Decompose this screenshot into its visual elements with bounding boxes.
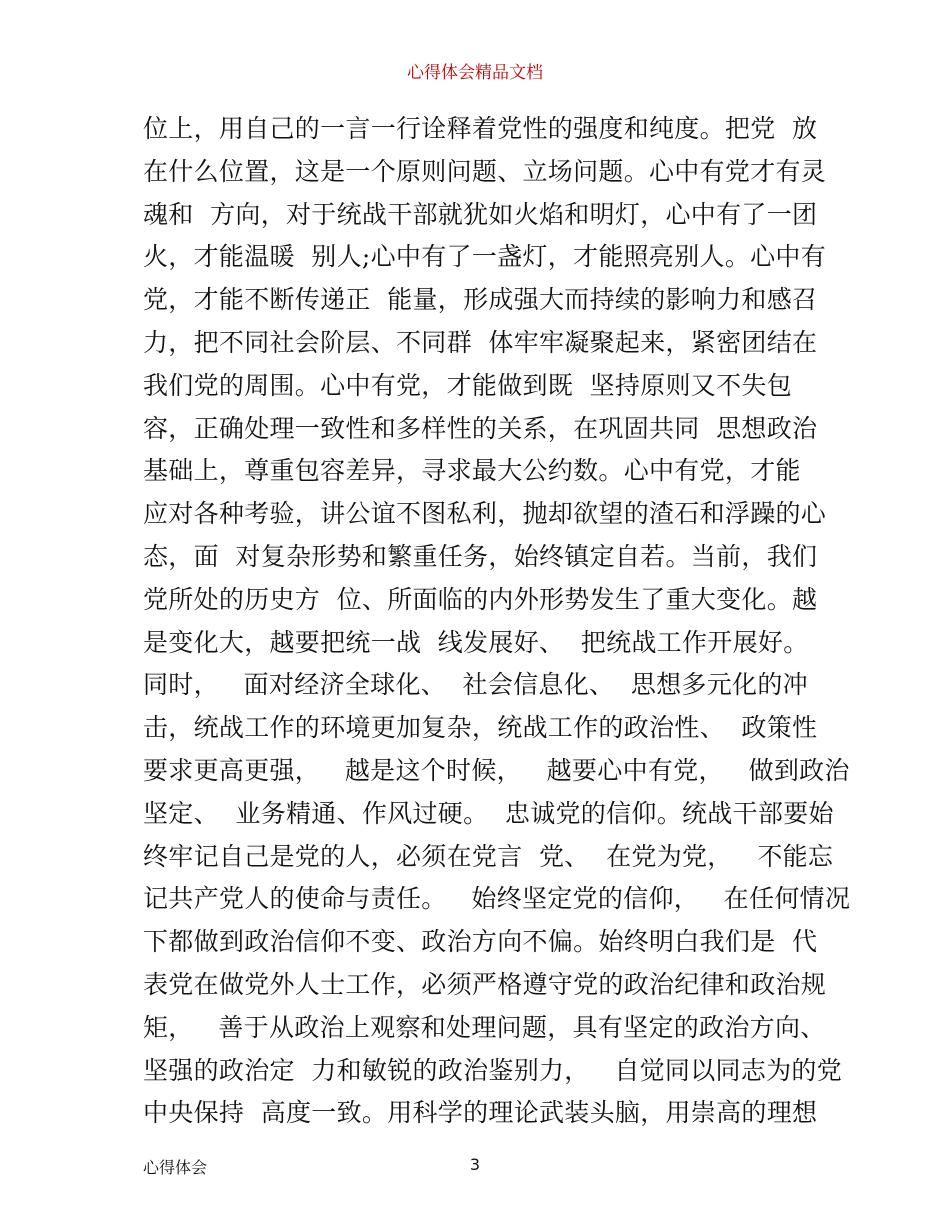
- document-body: [143, 108, 851, 1135]
- body-line: 是变化大，越要把统一战 线发展好、 把统战工作开展好。: [143, 627, 809, 657]
- body-line: 我们党的周围。心中有党，才能做到既 坚持原则又不失包: [143, 370, 792, 400]
- body-line: 应对各种考验，讲公谊不图私利，抛却欲望的渣石和浮躁的心: [143, 499, 827, 529]
- body-line: 下都做到政治信仰不变、政治方向不偏。始终明白我们是 代: [143, 927, 818, 957]
- body-line: 党所处的历史方 位、所面临的内外形势发生了重大变化。越: [143, 584, 818, 614]
- footer-label: 心得体会: [143, 1158, 208, 1177]
- body-line: 击，统战工作的环境更加复杂，统战工作的政治性、 政策性: [143, 713, 818, 743]
- body-line: 要求更高更强， 越是这个时候， 越要心中有党， 做到政治: [143, 755, 850, 785]
- body-line: 坚强的政治定 力和敏锐的政治鉴别力， 自觉同以同志为的党: [143, 1055, 843, 1085]
- body-line: 终牢记自己是党的人，必须在党言 党、 在党为党， 不能忘: [143, 841, 834, 871]
- body-line: 表党在做党外人士工作，必须严格遵守党的政治纪律和政治规: [143, 969, 827, 999]
- body-line: 容，正确处理一致性和多样性的关系，在巩固共同 思想政治: [143, 413, 818, 443]
- body-line: 基础上，尊重包容差异，寻求最大公约数。心中有党，才能: [143, 456, 801, 486]
- body-line: 魂和 方向，对于统战干部就犹如火焰和明灯，心中有了一团: [143, 199, 818, 229]
- page-number: 3: [469, 1155, 481, 1174]
- body-line: 火，才能温暖 别人;心中有了一盏灯，才能照亮别人。心中有: [143, 242, 827, 272]
- page-header-title: 心得体会精品文档: [407, 63, 543, 83]
- body-line: 态，面 对复杂形势和繁重任务，始终镇定自若。当前，我们: [143, 541, 818, 571]
- body-line: 在什么位置，这是一个原则问题、立场问题。心中有党才有灵: [143, 156, 827, 186]
- body-line: 同时， 面对经济全球化、 社会信息化、 思想多元化的冲: [143, 670, 808, 700]
- body-line: 力，把不同社会阶层、不同群 体牢牢凝聚起来，紧密团结在: [143, 327, 818, 357]
- body-line: 位上，用自己的一言一行诠释着党性的强度和纯度。把党 放: [143, 114, 818, 143]
- body-line: 中央保持 高度一致。用科学的理论武装头脑，用崇高的理想: [143, 1098, 818, 1128]
- body-line: 记共产党人的使命与责任。 始终坚定党的信仰， 在任何情况: [143, 884, 851, 914]
- body-line: 党，才能不断传递正 能量，形成强大而持续的影响力和感召: [143, 285, 818, 315]
- body-line: 坚定、 业务精通、作风过硬。 忠诚党的信仰。统战干部要始: [143, 798, 834, 828]
- body-line: 矩， 善于从政治上观察和处理问题，具有坚定的政治方向、: [143, 1012, 826, 1042]
